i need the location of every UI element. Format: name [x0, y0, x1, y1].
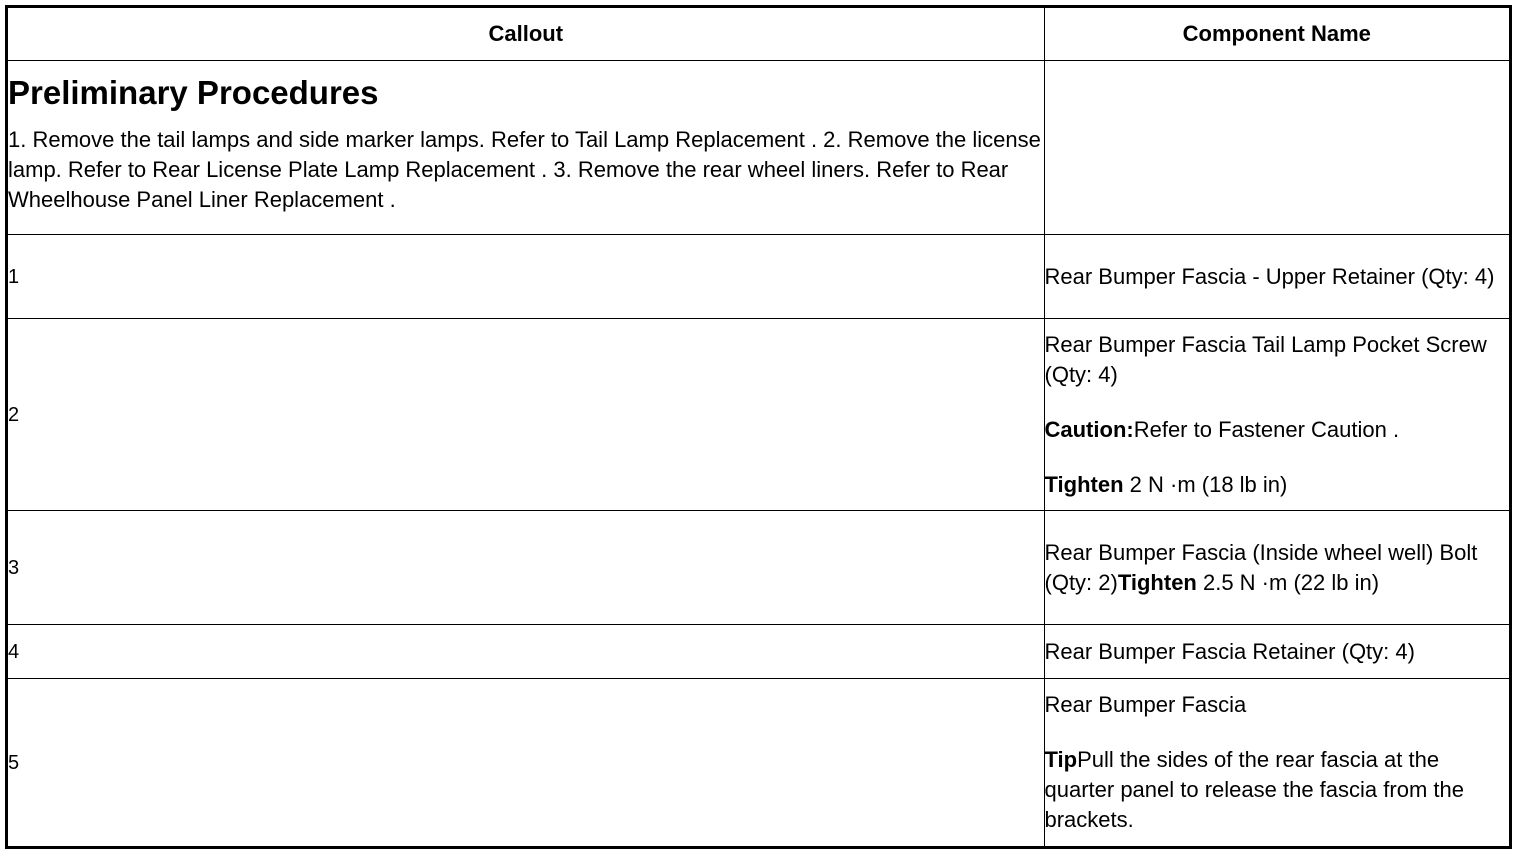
preliminary-row: [8, 61, 1509, 235]
tighten-text: 2.5 N ·m (22 lb in): [1196, 569, 1380, 595]
tighten-spec: [1045, 470, 1510, 500]
callout-cell: 2: [8, 319, 1044, 511]
table-row: [8, 319, 1509, 511]
header-component-name: Component Name: [1044, 8, 1509, 61]
callout-table: [8, 8, 1509, 847]
callout-cell: 5: [8, 679, 1044, 847]
header-callout: Callout: [8, 8, 1044, 61]
caution-text: Refer to Fastener Caution .: [1133, 416, 1400, 442]
callout-cell: 3: [8, 511, 1044, 625]
tip-text: Pull the sides of the rear fascia at the quarter panel to release the fascia from the brackets.: [1044, 747, 1464, 833]
preliminary-cell: [8, 61, 1044, 235]
component-name-with-spec: [1045, 538, 1510, 598]
tighten-label: Tighten: [1044, 471, 1124, 497]
table-row: [8, 511, 1509, 625]
table-header-row: [8, 8, 1509, 61]
tip-note: [1045, 745, 1510, 835]
component-name: Rear Bumper Fascia - Upper Retainer (Qty: 4): [1044, 263, 1495, 289]
document-frame: [5, 5, 1512, 849]
table-row: [8, 235, 1509, 319]
caution-note: [1045, 415, 1510, 445]
component-name: Rear Bumper Fascia Tail Lamp Pocket Screw (Qty: 4): [1044, 331, 1487, 387]
preliminary-text: 1. Remove the tail lamps and side marker lamps. Refer to Tail Lamp Replacement . 2. Remove the license lamp. Refer to Rear License Plate Lamp Replacement . 3. Remove the rear wheel liners. Refer to Rear Wheelhouse Panel Liner Replacement .: [8, 127, 1041, 212]
callout-cell: 1: [8, 235, 1044, 319]
component-name: Rear Bumper Fascia Retainer (Qty: 4): [1044, 638, 1415, 664]
component-cell: [1044, 625, 1509, 679]
component-cell: [1044, 319, 1509, 511]
table-row: [8, 625, 1509, 679]
component-name: Rear Bumper Fascia (Inside wheel well) Bolt (Qty: 2): [1044, 539, 1478, 595]
preliminary-empty-cell: [1044, 61, 1509, 235]
caution-label: Caution:: [1044, 416, 1134, 442]
preliminary-title: Preliminary Procedures: [8, 74, 379, 111]
component-cell: [1044, 679, 1509, 847]
table-row: [8, 679, 1509, 847]
component-cell: [1044, 235, 1509, 319]
callout-cell: 4: [8, 625, 1044, 679]
tip-label: Tip: [1044, 747, 1078, 773]
component-name: Rear Bumper Fascia: [1044, 692, 1247, 718]
tighten-label: Tighten: [1117, 569, 1197, 595]
component-cell: [1044, 511, 1509, 625]
tighten-text: 2 N ·m (18 lb in): [1123, 471, 1288, 497]
